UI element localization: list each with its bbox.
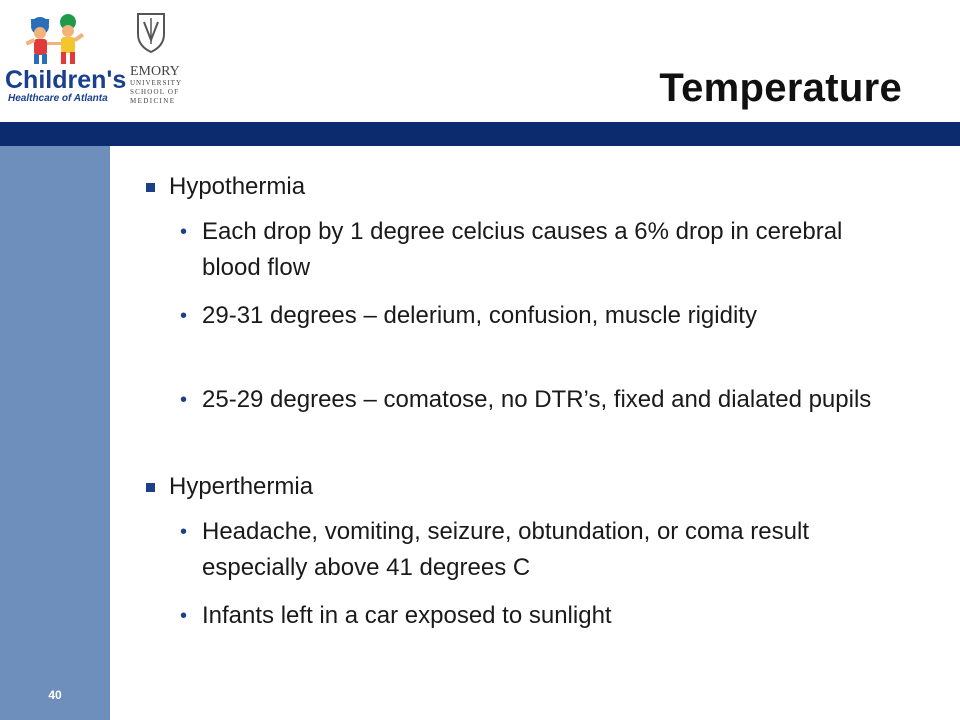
sub-bullet-text: 25-29 degrees – comatose, no DTR’s, fixed and dialated pupils [202, 386, 872, 413]
childrens-subtitle: Healthcare of Atlanta [8, 93, 108, 104]
sub-bullet-text: 29-31 degrees – delerium, confusion, muscle rigidity [202, 302, 757, 329]
slide-header [0, 0, 960, 122]
slide-title: Temperature [659, 66, 902, 110]
sub-bullet [180, 514, 900, 586]
childrens-healthcare-logo [0, 0, 210, 120]
emory-school-of: SCHOOL OF [130, 88, 180, 96]
dot-bullet-icon: • [180, 389, 188, 411]
square-bullet-icon [146, 183, 155, 192]
header-bar [0, 122, 960, 146]
dot-bullet-icon: • [180, 305, 188, 327]
square-bullet-icon [146, 483, 155, 492]
emory-university: UNIVERSITY [130, 79, 182, 87]
sub-bullet-text: Infants left in a car exposed to sunlight [202, 602, 612, 629]
slide-number: 40 [48, 688, 62, 702]
sub-bullet [180, 298, 900, 334]
dot-bullet-icon: • [180, 221, 188, 243]
emory-wordmark: EMORY [130, 64, 180, 79]
emory-shield-icon [138, 14, 164, 52]
slide-content [110, 146, 960, 720]
logo-area [0, 0, 210, 120]
childrens-wordmark: Children's [5, 66, 127, 94]
section-heading: Hypothermia [169, 173, 306, 200]
sub-bullet [180, 382, 900, 418]
sub-bullet [180, 214, 900, 286]
sub-bullet [180, 598, 900, 634]
bullet-hyperthermia [146, 472, 313, 502]
left-sidebar-strip [0, 146, 110, 720]
sub-bullet-text: Headache, vomiting, seizure, obtundation, or coma result especially above 41 degrees C [202, 518, 809, 581]
dot-bullet-icon: • [180, 521, 188, 543]
bullet-hypothermia [146, 172, 305, 202]
sub-bullet-text: Each drop by 1 degree celcius causes a 6% drop in cerebral blood flow [202, 218, 843, 281]
dot-bullet-icon: • [180, 605, 188, 627]
section-heading: Hyperthermia [169, 473, 314, 500]
emory-medicine: MEDICINE [130, 97, 176, 105]
children-figures-icon [26, 14, 85, 64]
